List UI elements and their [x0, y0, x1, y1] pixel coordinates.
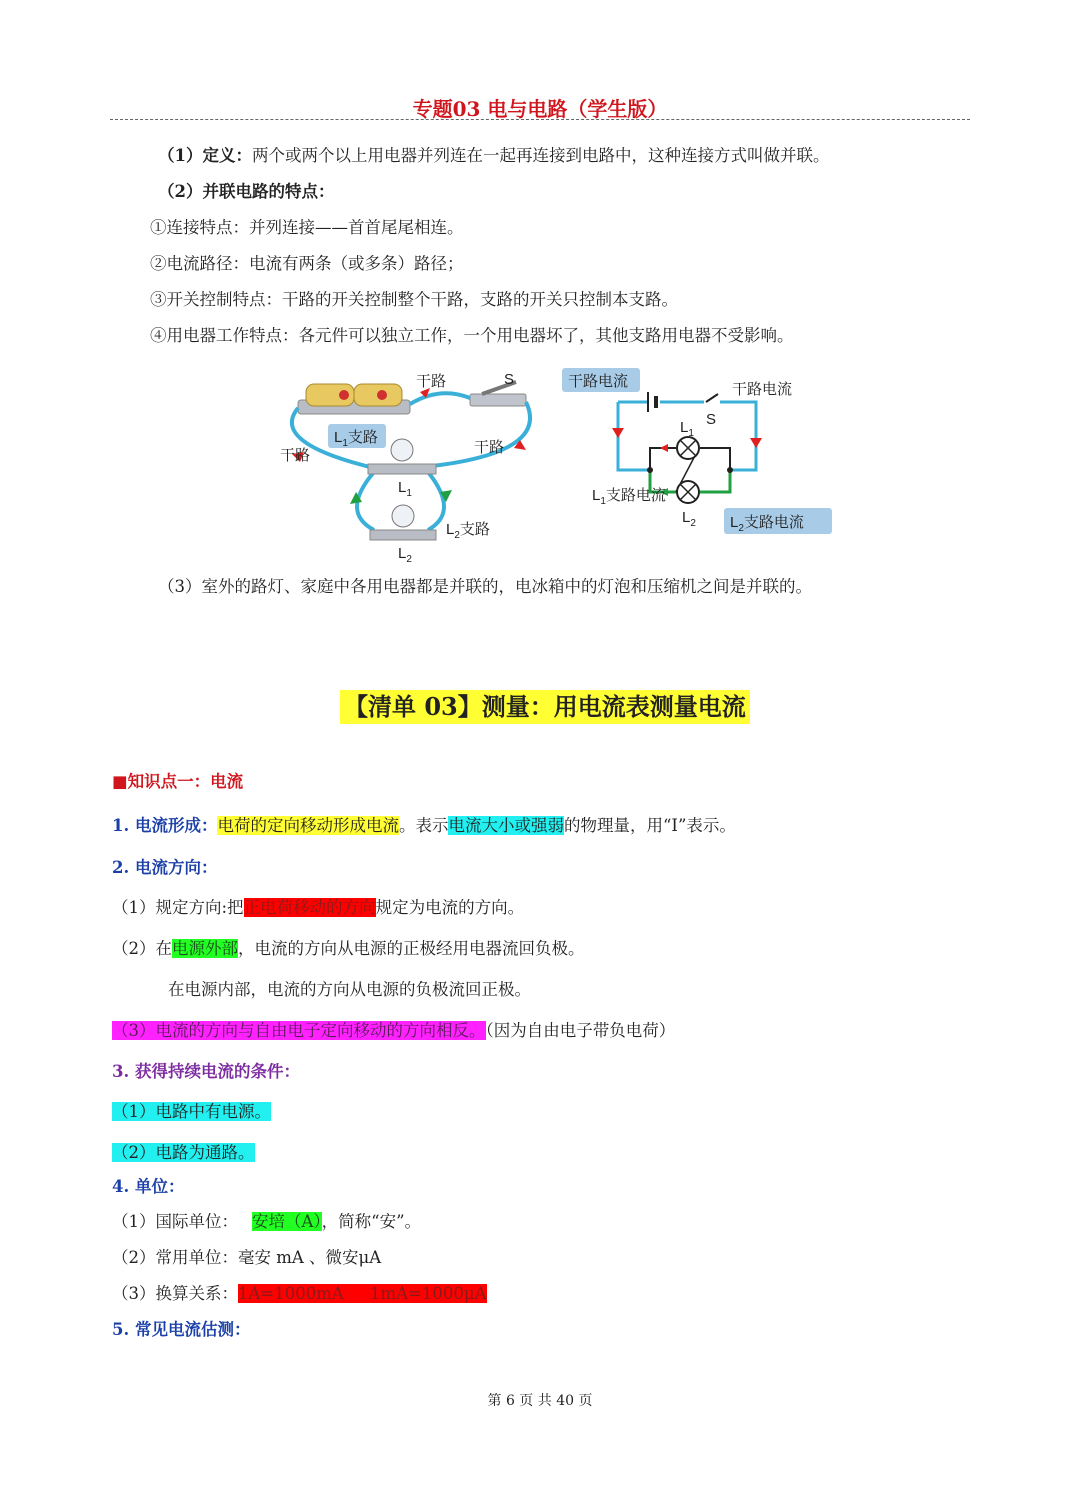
section-title: 【清单 03】测量：用电流表测量电流 — [340, 690, 750, 724]
label-main-right: 干路 — [474, 439, 505, 456]
label-l2: $L_2$ — [398, 545, 412, 565]
current-arrow-icon — [660, 444, 668, 452]
item-4-1-pre: （1）国际单位： — [112, 1212, 238, 1231]
wire-main-left — [618, 402, 650, 470]
item-5-label: 5. 常见电流估测： — [112, 1320, 251, 1339]
physical-circuit-diagram — [270, 362, 540, 572]
label-main-left: 干路 — [280, 447, 311, 464]
item-2-3-line — [112, 1019, 675, 1043]
label-l1-current: $L_1$支路电流 — [592, 487, 666, 507]
item-2-1-post: 规定为电流的方向。 — [375, 898, 525, 917]
feature-item-4: ④用电器工作特点：各元件可以独立工作，一个用电器坏了，其他支路用电器不受影响。 — [150, 326, 794, 345]
item-3-1-highlight: （1）电路中有电源。 — [112, 1102, 271, 1121]
page-header-title: 专题03 电与电路（学生版） — [412, 97, 668, 121]
item-1-line — [112, 814, 736, 838]
label-main-current-tag: 干路电流 — [568, 373, 629, 390]
label-l2-branch: $L_2$支路 — [446, 521, 490, 541]
item-2-1-pre: （1）规定方向:把 — [112, 898, 244, 917]
item-3-label: 3. 获得持续电流的条件： — [112, 1062, 300, 1081]
switch-base — [470, 394, 526, 406]
item-1-label: 1. 电流形成： — [112, 816, 218, 835]
wire-branch-l2-right — [700, 470, 730, 492]
label-main-top: 干路 — [416, 373, 447, 390]
label-switch: S — [504, 371, 515, 388]
label-l2-current-tag: $L_2$支路电流 — [730, 514, 804, 534]
item-2-3-post: （因为自由电子带负电荷） — [485, 1021, 676, 1040]
item-1-mid: 。表示 — [398, 816, 449, 835]
page-footer: 第 6 页 共 40 页 — [487, 1393, 593, 1409]
junction-dot — [647, 467, 653, 473]
schematic-circuit-diagram — [560, 364, 850, 544]
item-2-2-line — [112, 937, 585, 961]
battery-plus-icon — [339, 390, 349, 400]
wire-main-top — [410, 393, 470, 404]
item-2-1-highlight: 正电荷移动的方向 — [243, 898, 376, 917]
definition-line — [158, 144, 829, 168]
current-arrow-icon — [612, 428, 624, 438]
item-4-1-line — [112, 1210, 421, 1234]
item-1-highlight-2: 电流大小或强弱 — [448, 816, 564, 835]
bulb-icon — [392, 505, 414, 527]
feature-item-1: ①连接特点：并列连接——首首尾尾相连。 — [150, 218, 464, 237]
definition-text: 两个或两个以上用电器并列连在一起再连接到电路中，这种连接方式叫做并联。 — [251, 146, 830, 165]
item-4-2-line: （2）常用单位：毫安 mA 、微安μA — [112, 1248, 382, 1267]
item-2-2-pre: （2）在 — [112, 939, 172, 958]
lamp-holder-l1 — [368, 464, 436, 474]
label-switch: S — [706, 411, 717, 428]
item-4-3-line — [112, 1282, 487, 1306]
item-3-1-line — [112, 1100, 271, 1124]
item-2-label: 2. 电流方向： — [112, 858, 218, 877]
examples-line: （3）室外的路灯、家庭中各用电器都是并联的，电冰箱中的灯泡和压缩机之间是并联的。 — [158, 577, 812, 596]
item-4-1-post: ，简称“安”。 — [321, 1212, 422, 1231]
current-arrow-icon — [750, 438, 762, 448]
definition-label: （1）定义： — [158, 146, 252, 165]
label-l1: $L_1$ — [680, 419, 694, 439]
item-1-highlight-1: 电荷的定向移动形成电流 — [217, 816, 399, 835]
item-2-2b-line: 在电源内部，电流的方向从电源的负极流回正极。 — [168, 980, 531, 999]
wire-branch-l1-right — [700, 448, 730, 470]
label-l1: $L_1$ — [398, 479, 412, 499]
item-2-1-line — [112, 896, 524, 920]
header-divider — [110, 119, 970, 120]
wire-main-right — [720, 402, 756, 470]
wire-branch-l1-left — [650, 448, 676, 470]
label-l1-branch: $L_1$支路 — [334, 429, 378, 449]
wire-branch-right — [428, 472, 444, 530]
junction-dot — [727, 467, 733, 473]
item-4-label: 4. 单位： — [112, 1177, 185, 1196]
switch-symbol — [706, 394, 718, 402]
item-2-2-highlight: 电源外部 — [172, 939, 238, 958]
item-2-3-highlight: （3）电流的方向与自由电子定向移动的方向相反。 — [112, 1021, 486, 1040]
item-4-1-highlight: 安培（A） — [252, 1212, 322, 1231]
item-4-3-pre: （3）换算关系： — [112, 1284, 238, 1303]
item-2-2-post: ，电流的方向从电源的正极经用电器流回负极。 — [238, 939, 585, 958]
knowledge-heading: ■知识点一：电流 — [112, 772, 244, 791]
label-main-current: 干路电流 — [732, 381, 793, 398]
item-3-2-line — [112, 1141, 255, 1165]
bulb-icon — [391, 439, 413, 461]
features-heading: （2）并联电路的特点： — [158, 182, 335, 201]
wire-main-right — [432, 402, 530, 466]
item-1-end: 的物理量，用“I”表示。 — [563, 816, 736, 835]
battery-plus-icon — [377, 390, 387, 400]
feature-item-3: ③开关控制特点：干路的开关控制整个干路，支路的开关只控制本支路。 — [150, 290, 678, 309]
feature-item-2: ②电流路径：电流有两条（或多条）路径； — [150, 254, 464, 273]
label-l2: $L_2$ — [682, 509, 696, 529]
item-3-2-highlight: （2）电路为通路。 — [112, 1143, 255, 1162]
item-4-3-highlight: 1A=1000mA 1mA=1000μA — [238, 1284, 487, 1303]
lamp-holder-l2 — [370, 530, 436, 540]
